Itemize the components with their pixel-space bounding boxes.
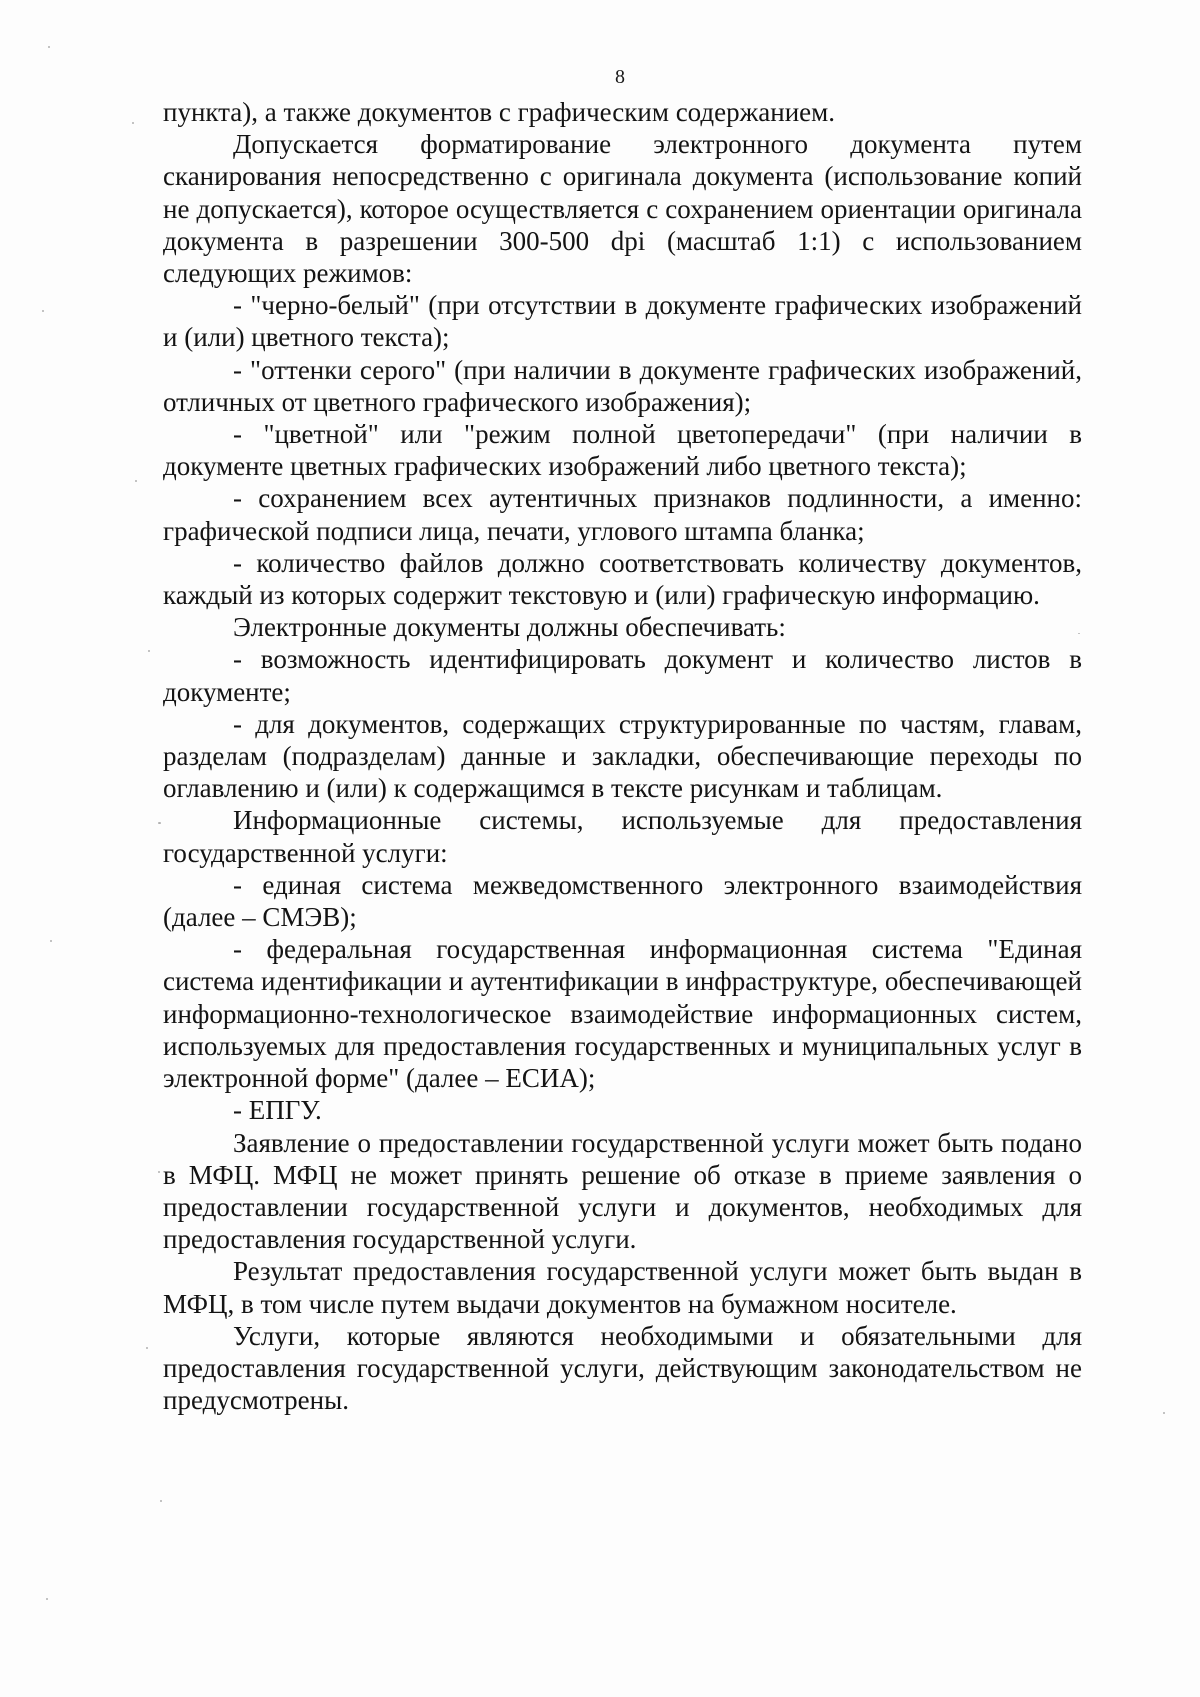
paragraph: Услуги, которые являются необходимыми и обязательными для предоставления государственной услуги, действующим законодательством не предусмотрены. [163, 1320, 1082, 1416]
list-item: - сохранением всех аутентичных признаков подлинности, а именно: графической подписи лица, печати, углового штампа бланка; [163, 483, 1082, 546]
scan-speck [158, 1171, 160, 1173]
scan-speck [146, 1347, 148, 1349]
list-item: - единая система межведомственного электронного взаимодействия (далее – СМЭВ); [163, 869, 1082, 933]
scan-speck [42, 310, 44, 312]
scan-speck [50, 940, 52, 942]
scan-speck [48, 46, 50, 48]
list-item: - количество файлов должно соответствовать количеству документов, каждый из которых содержит текстовую и (или) графическую информацию. [163, 547, 1082, 611]
paragraph: пункта), а также документов с графическим содержанием. [163, 97, 835, 127]
scan-speck [160, 1500, 162, 1502]
scan-speck [1078, 633, 1080, 634]
scan-speck [1163, 1412, 1165, 1414]
scan-speck [135, 480, 137, 482]
paragraph: Информационные системы, используемые для предоставления государственной услуги: [163, 805, 1082, 868]
list-item: - возможность идентифицировать документ и количество листов в документе; [163, 644, 1082, 707]
list-item: - "черно-белый" (при отсутствии в документе графических изображений и (или) цветного текста); [163, 290, 1082, 353]
paragraph: Допускается форматирование электронного документа путем сканирования непосредственно с оригинала документа (использование копий не допускается), которое осуществляется с сохранением ориентации оригинала документа в разрешении 300-500 dpi (масштаб 1:1) с использованием следующих режимов: [163, 129, 1082, 289]
scan-speck [148, 650, 150, 652]
scan-speck [158, 822, 161, 824]
list-item: - "цветной" или "режим полной цветопередачи" (при наличии в документе цветных графических изображений либо цветного текста); [163, 419, 1082, 482]
list-item: - для документов, содержащих структурированные по частям, главам, разделам (подразделам) данные и закладки, обеспечивающие переходы по оглавлению и (или) к содержащимся в тексте рисункам и таблицам. [163, 708, 1082, 804]
paragraph: Результат предоставления государственной услуги может быть выдан в МФЦ, в том числе путем выдачи документов на бумажном носителе. [163, 1256, 1082, 1319]
document-body [163, 96, 1082, 1416]
paragraph: Электронные документы должны обеспечивать: [233, 612, 786, 643]
list-item: - "оттенки серого" (при наличии в документе графических изображений, отличных от цветного графического изображения); [163, 354, 1082, 417]
list-item: - федеральная государственная информационная система "Единая система идентификации и аутентификации в инфраструктуре, обеспечивающей информационно-технологическое взаимодействие информационных систем, используемых для предоставления государственных и муниципальных услуг в электронной форме" (далее – ЕСИА); [163, 934, 1082, 1094]
scan-speck [46, 1598, 48, 1600]
paragraph: Заявление о предоставлении государственной услуги может быть подано в МФЦ. МФЦ не может принять решение об отказе в приеме заявления о предоставлении государственной услуги и документов, необходимых для предоставления государственной услуги. [163, 1127, 1082, 1255]
page-number: 8 [615, 66, 625, 88]
scan-speck [132, 122, 134, 124]
list-item: - ЕПГУ. [233, 1095, 322, 1126]
